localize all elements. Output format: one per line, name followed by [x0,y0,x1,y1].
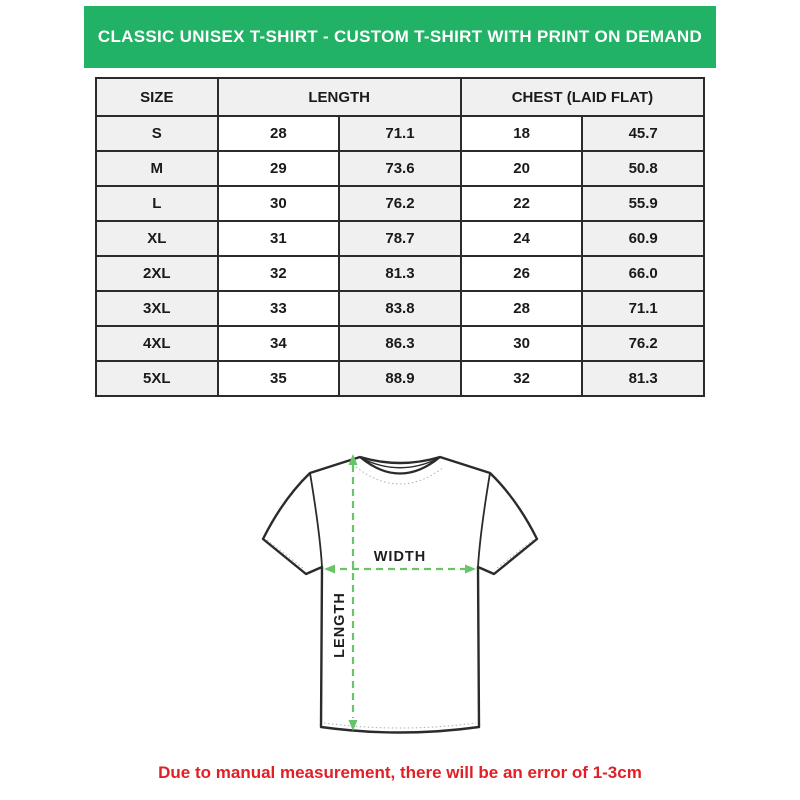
chest-in-cell: 26 [461,256,583,291]
chest-in-cell: 20 [461,151,583,186]
table-row [96,256,704,291]
length-cm-cell: 83.8 [339,291,461,326]
size-cell: 3XL [96,291,218,326]
chest-cm-cell: 60.9 [582,221,704,256]
table-row [96,361,704,396]
length-cm-cell: 78.7 [339,221,461,256]
table-header-row [96,78,704,116]
chest-cm-cell: 50.8 [582,151,704,186]
size-cell: S [96,116,218,151]
chest-cm-cell: 76.2 [582,326,704,361]
chest-in-cell: 32 [461,361,583,396]
table-row [96,151,704,186]
page-title: CLASSIC UNISEX T-SHIRT - CUSTOM T-SHIRT WITH PRINT ON DEMAND [97,27,703,46]
size-cell: 5XL [96,361,218,396]
chest-cm-cell: 45.7 [582,116,704,151]
length-in-cell: 35 [218,361,340,396]
length-cm-cell: 88.9 [339,361,461,396]
table-row [96,221,704,256]
measurement-note: Due to manual measurement, there will be an error of 1-3cm [158,763,642,782]
size-cell: L [96,186,218,221]
length-in-cell: 33 [218,291,340,326]
size-cell: XL [96,221,218,256]
size-cell: 2XL [96,256,218,291]
chest-cm-cell: 66.0 [582,256,704,291]
length-cm-cell: 86.3 [339,326,461,361]
tshirt-diagram [250,441,550,751]
length-in-cell: 28 [218,116,340,151]
length-in-cell: 31 [218,221,340,256]
size-table [95,77,705,397]
chest-cm-cell: 55.9 [582,186,704,221]
title-banner [84,6,716,68]
chest-in-cell: 18 [461,116,583,151]
length-in-cell: 30 [218,186,340,221]
table-row [96,186,704,221]
table-row [96,116,704,151]
header-chest: CHEST (LAID FLAT) [461,78,704,116]
size-cell: M [96,151,218,186]
length-cm-cell: 76.2 [339,186,461,221]
table-row [96,291,704,326]
chest-in-cell: 28 [461,291,583,326]
tshirt-diagram-container [250,441,550,751]
length-cm-cell: 81.3 [339,256,461,291]
width-label: WIDTH [373,549,427,565]
length-in-cell: 29 [218,151,340,186]
table-row [96,326,704,361]
tshirt-outline [263,457,537,733]
chest-in-cell: 22 [461,186,583,221]
size-chart-page [0,6,800,783]
length-cm-cell: 71.1 [339,116,461,151]
chest-cm-cell: 71.1 [582,291,704,326]
chest-in-cell: 24 [461,221,583,256]
length-cm-cell: 73.6 [339,151,461,186]
size-cell: 4XL [96,326,218,361]
header-length: LENGTH [218,78,461,116]
header-size: SIZE [96,78,218,116]
chest-cm-cell: 81.3 [582,361,704,396]
chest-in-cell: 30 [461,326,583,361]
length-in-cell: 34 [218,326,340,361]
length-label: LENGTH [332,592,348,658]
length-in-cell: 32 [218,256,340,291]
